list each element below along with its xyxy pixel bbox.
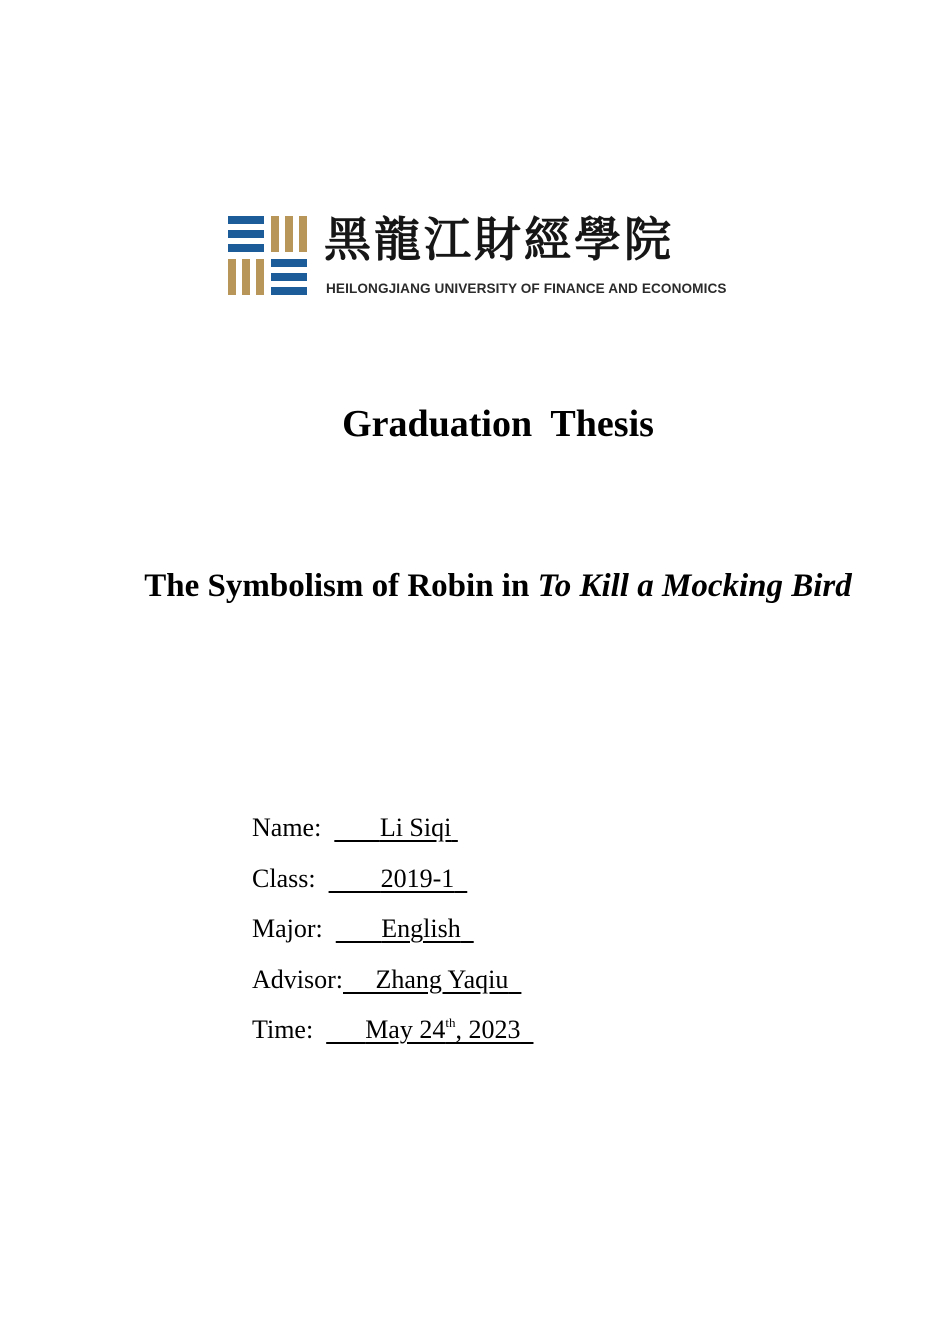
thesis-title-plain: The Symbolism of Robin in bbox=[144, 568, 538, 604]
info-row-name bbox=[252, 808, 533, 859]
name-value: Li Siqi bbox=[379, 813, 452, 842]
major-label: Major: bbox=[252, 914, 323, 943]
class-label: Class: bbox=[252, 863, 316, 893]
info-row-time bbox=[252, 1010, 533, 1061]
date-ordinal-suffix: th bbox=[445, 1015, 456, 1030]
university-english-name: HEILONGJIANG UNIVERSITY OF FINANCE AND ECONOMICS bbox=[326, 281, 727, 296]
advisor-label: Advisor: bbox=[252, 964, 343, 994]
time-value: May 24th, 2023 bbox=[365, 1015, 521, 1044]
university-emblem-icon bbox=[228, 216, 308, 296]
info-row-major bbox=[252, 909, 533, 960]
document-title: Graduation Thesis bbox=[342, 403, 654, 445]
university-chinese-name: 黑龍江財經學院 bbox=[324, 213, 674, 268]
advisor-value: Zhang Yaqiu bbox=[375, 964, 509, 994]
name-label: Name: bbox=[252, 813, 322, 842]
thesis-title bbox=[140, 556, 856, 616]
student-info bbox=[252, 808, 533, 1061]
class-value: 2019-1 bbox=[380, 863, 455, 893]
info-row-advisor bbox=[252, 960, 533, 1011]
major-value: English bbox=[381, 914, 461, 943]
thesis-title-italic: To Kill a Mocking Bird bbox=[537, 568, 852, 604]
university-logo bbox=[228, 210, 773, 302]
info-row-class bbox=[252, 859, 533, 910]
time-label: Time: bbox=[252, 1015, 314, 1044]
